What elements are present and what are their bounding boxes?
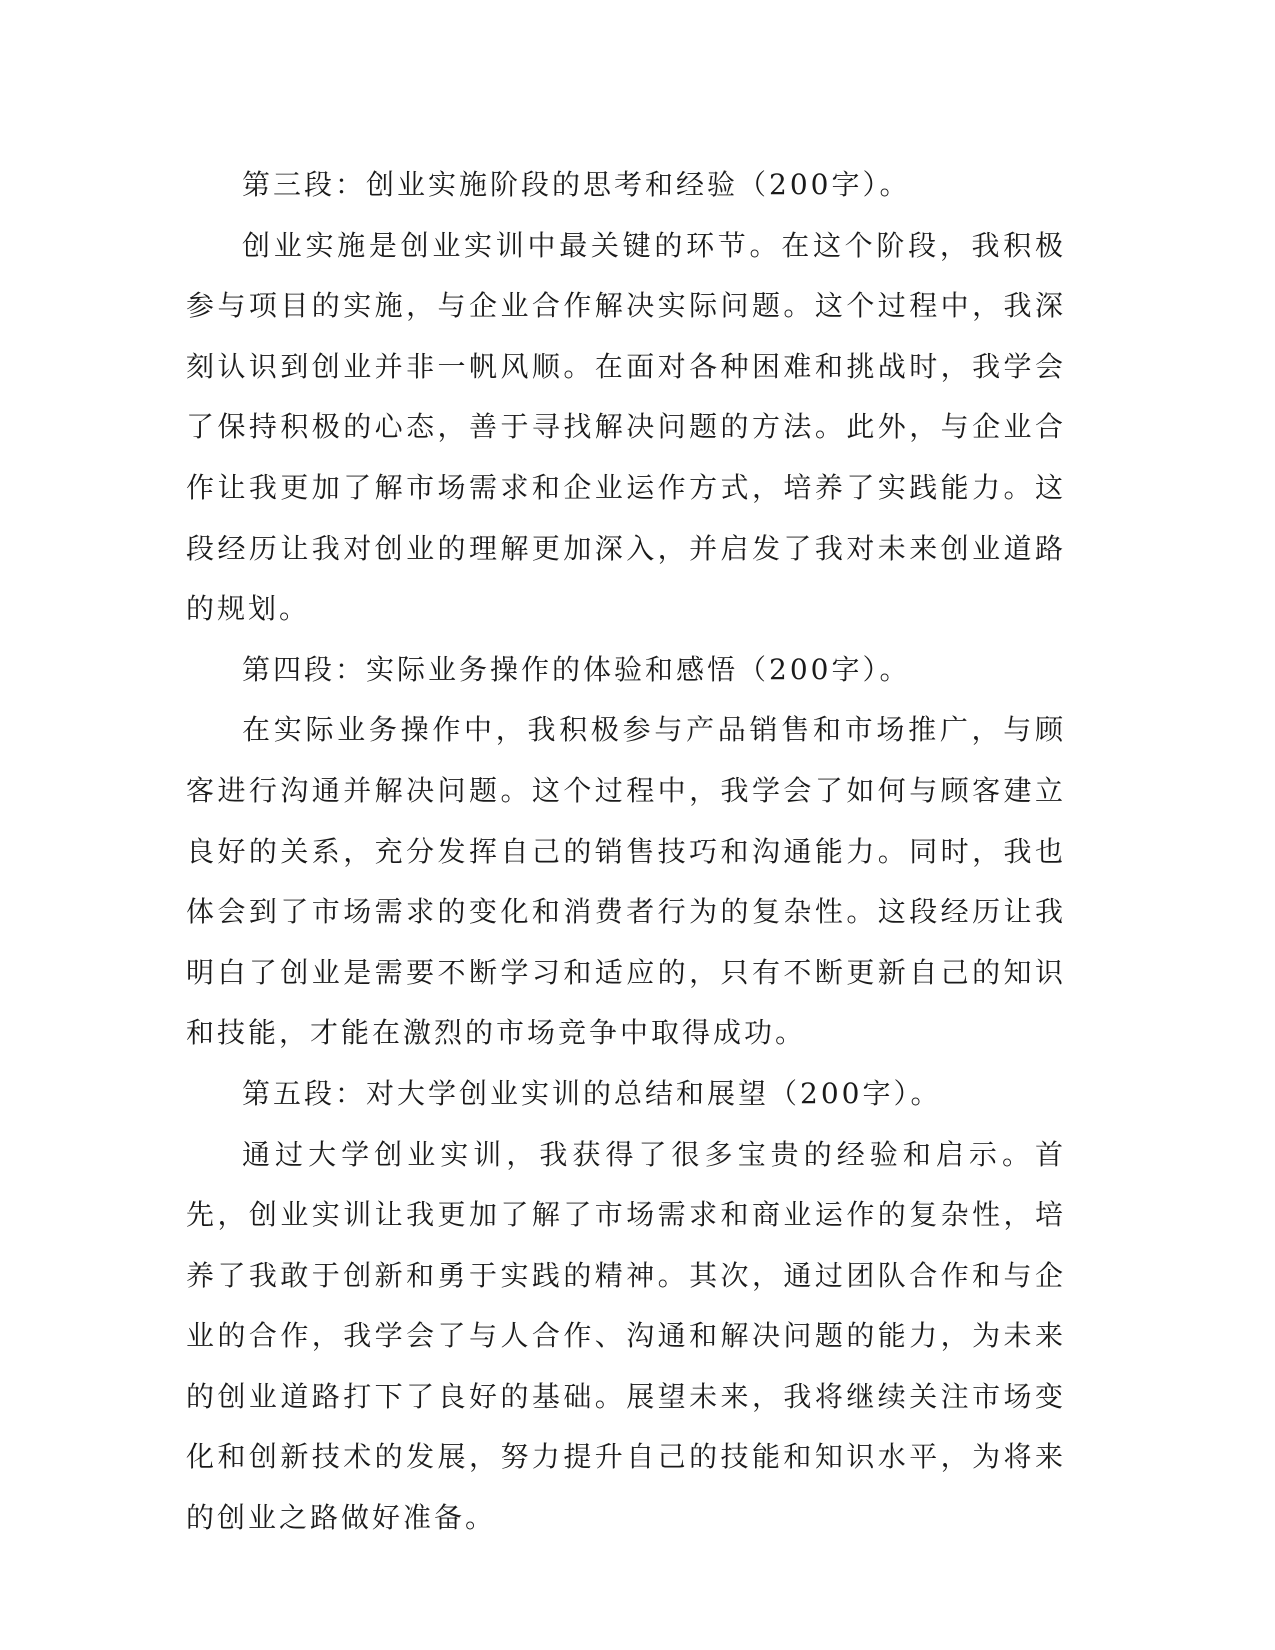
section-heading-3: 第三段：创业实施阶段的思考和经验（200字）。 <box>242 168 911 201</box>
document-body <box>186 155 1066 1549</box>
body-paragraph: 创业实施是创业实训中最关键的环节。在这个阶段，我积极参与项目的实施，与企业合作解决实际问题。这个过程中，我深刻认识到创业并非一帆风顺。在面对各种困难和挑战时，我学会了保持积极的心态，善于寻找解决问题的方法。此外，与企业合作让我更加了解市场需求和企业运作方式，培养了实践能力。这段经历让我对创业的理解更加深入，并启发了我对未来创业道路的规划。 <box>186 228 1066 626</box>
body-paragraph: 通过大学创业实训，我获得了很多宝贵的经验和启示。首先，创业实训让我更加了解了市场需求和商业运作的复杂性，培养了我敢于创新和勇于实践的精神。其次，通过团队合作和与企业的合作，我学会了与人合作、沟通和解决问题的能力，为未来的创业道路打下了良好的基础。展望未来，我将继续关注市场变化和创新技术的发展，努力提升自己的技能和知识水平，为将来的创业之路做好准备。 <box>186 1137 1066 1535</box>
body-paragraph: 在实际业务操作中，我积极参与产品销售和市场推广，与顾客进行沟通并解决问题。这个过程中，我学会了如何与顾客建立良好的关系，充分发挥自己的销售技巧和沟通能力。同时，我也体会到了市场需求的变化和消费者行为的复杂性。这段经历让我明白了创业是需要不断学习和适应的，只有不断更新自己的知识和技能，才能在激烈的市场竞争中取得成功。 <box>186 713 1066 1050</box>
section-heading-4: 第四段：实际业务操作的体验和感悟（200字）。 <box>242 652 911 686</box>
section-heading-5: 第五段：对大学创业实训的总结和展望（200字）。 <box>242 1076 942 1110</box>
